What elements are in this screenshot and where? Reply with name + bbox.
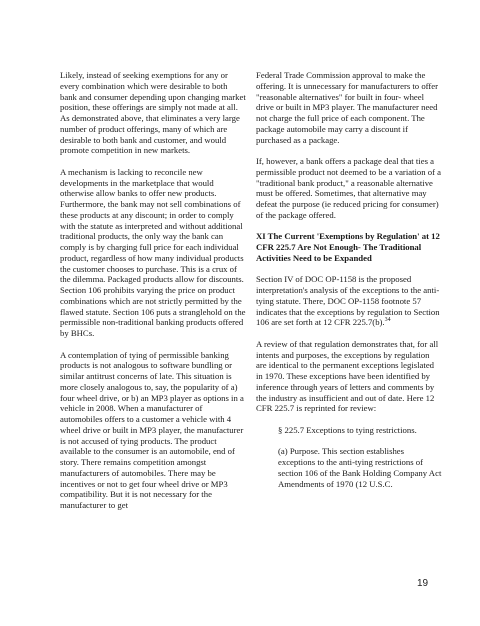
left-column [60,70,246,522]
right-column [256,70,442,500]
right-paragraph-3-text: Section IV of DOC OP-1158 is the proposed interpretation's analysis of the exceptions to the anti-tying statute. There, DOC OP-1158 footnote 57 indicates that the exceptions by regulation to Section 106 are set forth at 12 CFR 225.7(b). [256,274,440,328]
footnote-ref: 34 [384,317,391,324]
section-heading: XI The Current 'Exemptions by Regulation' at 12 CFR 225.7 Are Not Enough- The Traditional Activities Need to be Expanded [256,231,440,263]
regulation-quote-title: § 225.7 Exceptions to tying restrictions. [278,424,417,435]
left-paragraph-3: A contemplation of tying of permissible banking products is not analogous to software bundling or similar antitrust concerns of late. This situation is more closely analogous to, say, the popularity of a) four wheel drive, or b) an MP3 player as options in a vehicle in 2008. When a manufacturer of automobiles offers to a customer a vehicle with 4 wheel drive or built in MP3 player, the manufacturer is not accused of tying products. The product available to the consumer is an automobile, end of story. There remains competition amongst manufacturers of automobiles. There may be incentives or not to get four wheel drive or MP3 compatibility. But it is not necessary for the manufacturer to get [60,349,244,510]
page-number: 19 [417,578,429,589]
right-paragraph-3 [256,274,442,328]
right-paragraph-4: A review of that regulation demonstrates that, for all intents and purposes, the exceptions by regulation are identical to the permanent exceptions legislated in 1970. These exceptions have been identified by inference through years of letters and comments by the industry as insufficient and out of date. Here 12 CFR 225.7 is reprinted for review: [256,338,439,414]
left-paragraph-2: A mechanism is lacking to reconcile new developments in the marketplace that would otherwise allow banks to offer new products. Furthermore, the bank may not sell combinations of these products at any discount; in order to comply with the statute as interpreted and without additional traditional products, the only way the bank can comply is by charging full price for each individual product, regardless of how many individual products the customer chooses to purchase. This is a crux of the dilemma. Packaged products allow for discounts. Section 106 prohibits varying the price on product combinations which are not strictly permitted by the flawed statute. Section 106 puts a stranglehold on the permissible non-traditional banking products offered by BHCs. [60,166,246,338]
right-paragraph-2: If, however, a bank offers a package deal that ties a permissible product not deemed to be a variation of a "traditional bank product," a reasonable alternative must be offered. Sometimes, that alternative may defeat the purpose (ie reduced pricing for consumer) of the package offered. [256,156,442,220]
right-paragraph-1: Federal Trade Commission approval to make the offering. It is unnecessary for manufacturers to offer "reasonable alternatives" for built in four- wheel drive or built in MP3 player. The manufacturer need not charge the full price of each component. The package automobile may carry a discount if purchased as a package. [256,70,439,145]
regulation-quote-body: (a) Purpose. This section establishes exceptions to the anti-tying restrictions of section 106 of the Bank Holding Company Act Amendments of 1970 (12 U.S.C. [278,446,442,489]
left-paragraph-1: Likely, instead of seeking exemptions for any or every combination which were desirable to both bank and consumer depending upon changing market position, these offerings are simply not made at all. As demonstrated above, that eliminates a very large number of product offerings, many of which are desirable to both bank and customer, and would promote competition in new markets. [60,70,246,156]
